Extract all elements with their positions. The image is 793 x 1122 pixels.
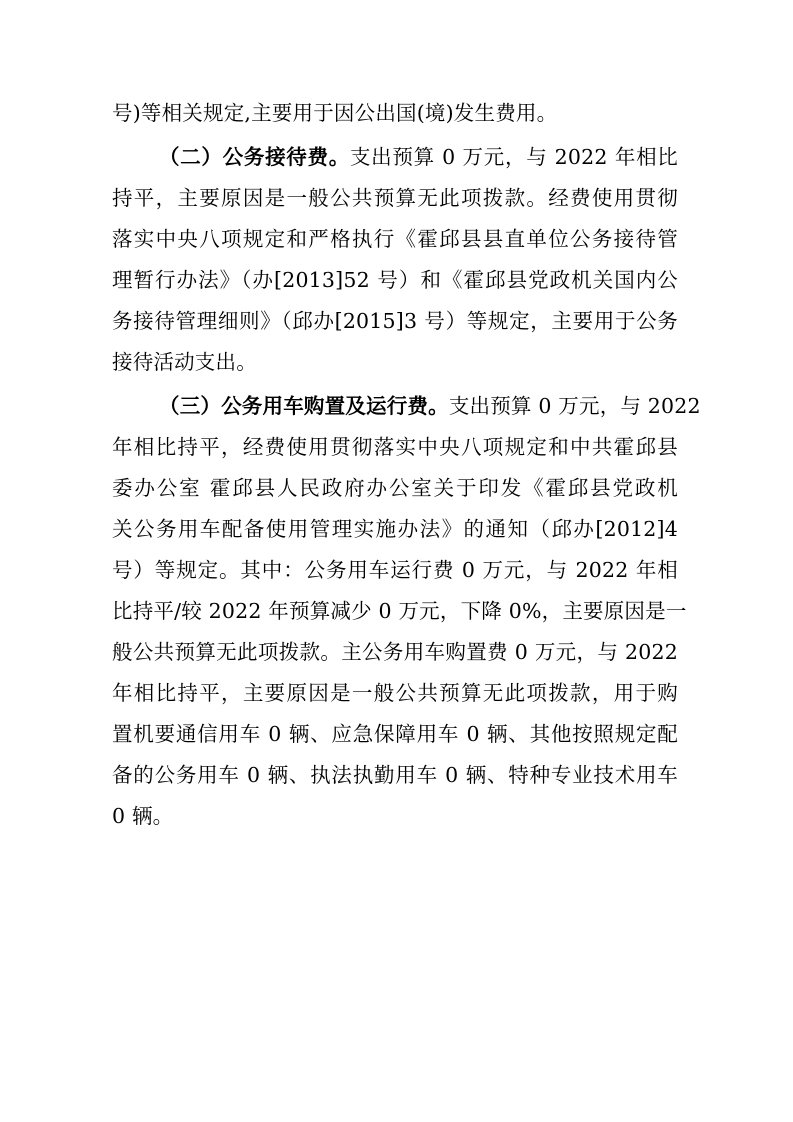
paragraph-line: 号）等规定。其中：公务用车运行费 0 万元，与 2022 年相 bbox=[112, 558, 678, 582]
paragraph-line: 关公务用车配备使用管理实施办法》的通知（邱办[2012]4 bbox=[112, 517, 678, 541]
paragraph-line: 般公共预算无此项拨款。主公务用车购置费 0 万元，与 2022 bbox=[112, 640, 678, 664]
section-3-heading: （三）公务用车购置及运行费。 bbox=[159, 394, 449, 418]
paragraph-line: 年相比持平，主要原因是一般公共预算无此项拨款，用于购 bbox=[112, 681, 678, 705]
paragraph-line: 0 辆。 bbox=[112, 804, 174, 828]
paragraph-line: 比持平/较 2022 年预算减少 0 万元，下降 0%，主要原因是一 bbox=[112, 599, 687, 623]
paragraph-line: 备的公务用车 0 辆、执法执勤用车 0 辆、特种专业技术用车 bbox=[112, 763, 678, 787]
section-3-first-line-text: 支出预算 0 万元，与 2022 bbox=[448, 394, 701, 418]
section-2-heading: （二）公务接待费。 bbox=[159, 145, 350, 169]
paragraph-line: 持平，主要原因是一般公共预算无此项拨款。经费使用贯彻 bbox=[112, 186, 678, 210]
section-2-first-line-text: 支出预算 0 万元，与 2022 年相比 bbox=[349, 145, 678, 169]
paragraph-line: 接待活动支出。 bbox=[112, 350, 257, 374]
paragraph-line: 年相比持平，经费使用贯彻落实中央八项规定和中共霍邱县 bbox=[112, 435, 678, 459]
paragraph-line: 落实中央八项规定和严格执行《霍邱县县直单位公务接待管 bbox=[112, 227, 678, 251]
section-2-first-line bbox=[112, 137, 678, 178]
paragraph-line: 置机要通信用车 0 辆、应急保障用车 0 辆、其他按照规定配 bbox=[112, 722, 678, 746]
paragraph-line: 委办公室 霍邱县人民政府办公室关于印发《霍邱县党政机 bbox=[112, 476, 678, 500]
paragraph-line: 理暂行办法》（办[2013]52 号）和《霍邱县党政机关国内公 bbox=[112, 268, 678, 292]
paragraph-line: 务接待管理细则》（邱办[2015]3 号）等规定，主要用于公务 bbox=[112, 309, 678, 333]
section-3-first-line bbox=[112, 386, 701, 427]
document-page bbox=[112, 93, 701, 837]
paragraph-line: 号)等相关规定,主要用于因公出国(境)发生费用。 bbox=[112, 101, 558, 125]
